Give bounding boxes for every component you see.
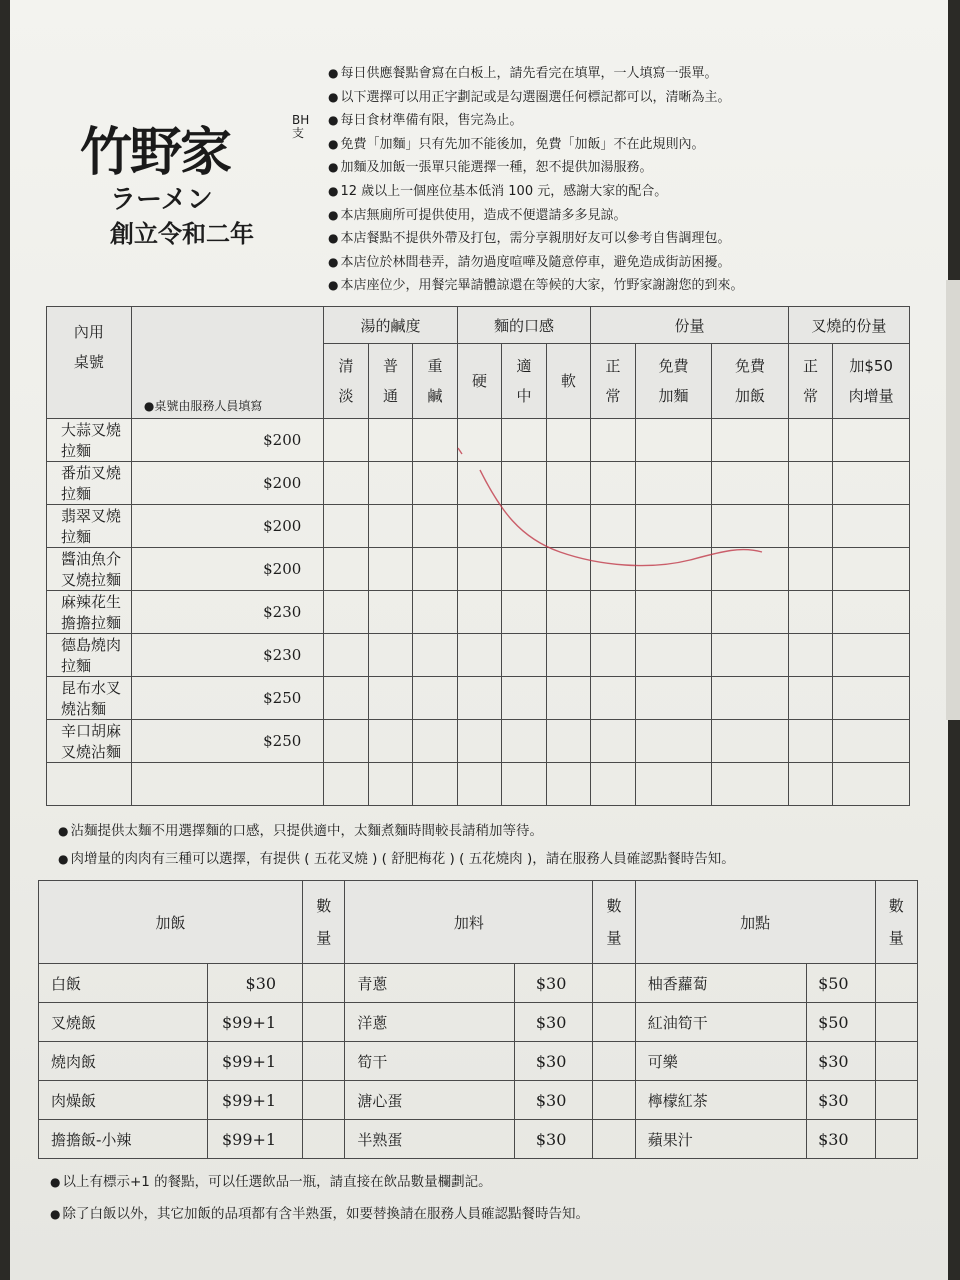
menu-item-row <box>47 677 910 720</box>
option-label: 正 <box>803 357 819 375</box>
option-checkbox-cell[interactable] <box>712 634 789 677</box>
option-checkbox-cell[interactable] <box>635 677 712 720</box>
option-checkbox-cell[interactable] <box>833 720 910 763</box>
option-checkbox-cell[interactable] <box>788 677 832 720</box>
option-checkbox-cell[interactable] <box>413 763 457 806</box>
menu-item-row <box>47 720 910 763</box>
addon-item-name: 叉燒飯 <box>39 1003 208 1042</box>
background-edge <box>946 280 960 720</box>
menu-item-name: 德島燒肉拉麵 <box>47 634 132 677</box>
menu-item-price: $250 <box>131 677 323 720</box>
option-label: 加$50 <box>849 357 893 375</box>
addon-item-price: $30 <box>514 1003 593 1042</box>
addon-row <box>39 1042 918 1081</box>
option-checkbox-cell[interactable] <box>635 763 712 806</box>
quantity-cell[interactable] <box>875 1120 917 1159</box>
option-checkbox-cell[interactable] <box>324 763 368 806</box>
addon-item-price: $50 <box>807 1003 876 1042</box>
logo-name: 竹野家 <box>80 122 231 183</box>
option-checkbox-cell[interactable] <box>457 634 501 677</box>
addon-item-name: 蘋果汁 <box>635 1120 806 1159</box>
notice-item: ● 以下選擇可以用正字劃記或是勾選圈選任何標記都可以，清晰為主。 <box>328 86 928 110</box>
option-checkbox-cell[interactable] <box>368 548 412 591</box>
option-checkbox-cell[interactable] <box>788 548 832 591</box>
quantity-cell[interactable] <box>875 1081 917 1120</box>
notice-item: ● 本店座位少，用餐完畢請體諒還在等候的大家，竹野家謝謝您的到來。 <box>328 274 928 298</box>
option-label: 通 <box>383 387 399 405</box>
menu-item-row <box>47 763 910 806</box>
addon-item-name: 紅油筍干 <box>635 1003 806 1042</box>
quantity-cell[interactable] <box>593 1003 635 1042</box>
option-header <box>635 344 712 419</box>
option-checkbox-cell[interactable] <box>833 548 910 591</box>
option-label: 加麵 <box>658 387 689 405</box>
quantity-cell[interactable] <box>303 1081 345 1120</box>
addon-item-price: $99+1 <box>208 1003 303 1042</box>
menu-item-name: 醬油魚介叉燒拉麵 <box>47 548 132 591</box>
addon-item-name: 燒肉飯 <box>39 1042 208 1081</box>
addon-item-price: $30 <box>514 1081 593 1120</box>
header-extra-rice: 加飯 <box>39 881 303 964</box>
option-checkbox-cell[interactable] <box>457 763 501 806</box>
addon-item-name: 白飯 <box>39 964 208 1003</box>
option-checkbox-cell[interactable] <box>833 634 910 677</box>
menu-item-name: 翡翠叉燒拉麵 <box>47 505 132 548</box>
option-checkbox-cell[interactable] <box>788 419 832 462</box>
logo-branch: BH支 <box>292 113 310 140</box>
header-toppings: 加料 <box>345 881 593 964</box>
addon-item-name: 肉燥飯 <box>39 1081 208 1120</box>
quantity-cell[interactable] <box>303 1042 345 1081</box>
note-half-boiled-egg: ● 除了白飯以外，其它加飯的品項都有含半熟蛋，如要替換請在服務人員確認點餐時告知。 <box>50 1198 589 1230</box>
option-checkbox-cell[interactable] <box>788 591 832 634</box>
addon-item-price: $30 <box>208 964 303 1003</box>
group-chashu-portion: 叉燒的份量 <box>788 307 909 344</box>
qty-header: 數 量 <box>875 881 917 964</box>
option-header <box>788 344 832 419</box>
menu-item-price: $230 <box>131 591 323 634</box>
qty-header: 數 量 <box>303 881 345 964</box>
menu-item-price: $200 <box>131 462 323 505</box>
option-checkbox-cell[interactable] <box>546 763 590 806</box>
option-checkbox-cell[interactable] <box>635 591 712 634</box>
notice-item: ● 12 歲以上一個座位基本低消 100 元，感謝大家的配合。 <box>328 180 928 204</box>
option-checkbox-cell[interactable] <box>368 634 412 677</box>
option-header <box>324 344 368 419</box>
quantity-cell[interactable] <box>303 1120 345 1159</box>
option-checkbox-cell[interactable] <box>324 505 368 548</box>
option-checkbox-cell[interactable] <box>788 763 832 806</box>
option-header <box>712 344 789 419</box>
header-extras: 加點 <box>635 881 875 964</box>
notice-item: ● 本店無廁所可提供使用，造成不便還請多多見諒。 <box>328 204 928 228</box>
menu-item-row <box>47 591 910 634</box>
quantity-cell[interactable] <box>593 1120 635 1159</box>
group-portion: 份量 <box>591 307 789 344</box>
option-checkbox-cell[interactable] <box>546 720 590 763</box>
shop-logo <box>80 110 310 249</box>
notice-item: ● 每日供應餐點會寫在白板上，請先看完在填單，一人填寫一張單。 <box>328 62 928 86</box>
menu-item-name: 辛口胡麻叉燒沾麵 <box>47 720 132 763</box>
note-extra-meat: ● 肉增量的肉肉有三種可以選擇，有提供 ( 五花叉燒 ) ( 舒肥梅花 ) ( 五花燒肉 )，請在服務人員確認點餐時告知。 <box>58 845 735 873</box>
menu-item-price: $230 <box>131 634 323 677</box>
option-checkbox-cell[interactable] <box>591 591 635 634</box>
addon-item-name: 可樂 <box>635 1042 806 1081</box>
option-label: 免費 <box>735 357 766 375</box>
option-checkbox-cell[interactable] <box>368 720 412 763</box>
seat-number-field[interactable] <box>131 307 323 419</box>
option-checkbox-cell[interactable] <box>833 591 910 634</box>
option-checkbox-cell[interactable] <box>788 505 832 548</box>
option-checkbox-cell[interactable] <box>833 677 910 720</box>
addon-item-name: 半熟蛋 <box>345 1120 514 1159</box>
option-checkbox-cell[interactable] <box>368 462 412 505</box>
option-checkbox-cell[interactable] <box>324 677 368 720</box>
option-checkbox-cell[interactable] <box>712 763 789 806</box>
option-checkbox-cell[interactable] <box>833 763 910 806</box>
option-label: 淡 <box>338 387 354 405</box>
addon-item-name: 溏心蛋 <box>345 1081 514 1120</box>
option-checkbox-cell[interactable] <box>502 677 546 720</box>
addon-item-price: $99+1 <box>208 1081 303 1120</box>
seat-label-line1: 內用 <box>73 323 104 341</box>
seat-number-label-cell <box>47 307 132 419</box>
option-checkbox-cell[interactable] <box>368 419 412 462</box>
menu-item-name: 昆布水叉燒沾麵 <box>47 677 132 720</box>
pen-mark <box>440 420 780 580</box>
addon-item-name: 青蔥 <box>345 964 514 1003</box>
menu-item-price: $200 <box>131 505 323 548</box>
quantity-cell[interactable] <box>593 1042 635 1081</box>
option-label: 常 <box>605 387 621 405</box>
option-header <box>591 344 635 419</box>
option-checkbox-cell[interactable] <box>324 419 368 462</box>
menu-item-name: 麻辣花生擔擔拉麵 <box>47 591 132 634</box>
menu-item-row <box>47 634 910 677</box>
notice-item: ● 加麵及加飯一張單只能選擇一種，恕不提供加湯服務。 <box>328 156 928 180</box>
option-checkbox-cell[interactable] <box>546 634 590 677</box>
option-checkbox-cell[interactable] <box>457 591 501 634</box>
addon-item-name: 檸檬紅茶 <box>635 1081 806 1120</box>
addon-row <box>39 1003 918 1042</box>
option-checkbox-cell[interactable] <box>833 462 910 505</box>
seat-note: ●桌號由服務人員填寫 <box>143 399 263 413</box>
option-label: 免費 <box>658 357 689 375</box>
option-header <box>546 344 590 419</box>
option-label: 清 <box>338 357 354 375</box>
addon-item-price: $30 <box>807 1120 876 1159</box>
notice-item: ● 免費「加麵」只有先加不能後加，免費「加飯」不在此規則內。 <box>328 133 928 157</box>
addon-item-price: $30 <box>514 1042 593 1081</box>
option-checkbox-cell[interactable] <box>502 720 546 763</box>
option-label: 肉增量 <box>848 387 894 405</box>
addon-item-price: $30 <box>807 1081 876 1120</box>
addon-order-table <box>38 880 918 1159</box>
option-label: 重 <box>427 357 443 375</box>
quantity-cell[interactable] <box>303 964 345 1003</box>
menu-item-name <box>47 763 132 806</box>
quantity-cell[interactable] <box>303 1003 345 1042</box>
option-checkbox-cell[interactable] <box>635 720 712 763</box>
option-checkbox-cell[interactable] <box>368 591 412 634</box>
option-header <box>413 344 457 419</box>
option-checkbox-cell[interactable] <box>635 634 712 677</box>
option-checkbox-cell[interactable] <box>712 677 789 720</box>
group-noodle-texture: 麵的口感 <box>457 307 590 344</box>
option-checkbox-cell[interactable] <box>788 462 832 505</box>
option-checkbox-cell[interactable] <box>502 763 546 806</box>
addon-item-price: $99+1 <box>208 1042 303 1081</box>
option-header <box>368 344 412 419</box>
option-label: 適 <box>516 357 532 375</box>
quantity-cell[interactable] <box>875 1042 917 1081</box>
option-header <box>833 344 910 419</box>
option-checkbox-cell[interactable] <box>324 591 368 634</box>
option-checkbox-cell[interactable] <box>546 677 590 720</box>
logo-subtitle: ラーメン <box>110 185 213 215</box>
option-label: 加飯 <box>735 387 766 405</box>
notice-item: ● 本店位於林間巷弄，請勿過度喧嘩及隨意停車，避免造成街訪困擾。 <box>328 251 928 275</box>
option-checkbox-cell[interactable] <box>457 720 501 763</box>
option-checkbox-cell[interactable] <box>413 677 457 720</box>
option-checkbox-cell[interactable] <box>712 720 789 763</box>
quantity-cell[interactable] <box>875 964 917 1003</box>
logo-tagline: 創立令和二年 <box>110 219 254 248</box>
option-checkbox-cell[interactable] <box>324 548 368 591</box>
addon-row <box>39 1120 918 1159</box>
menu-item-name: 大蒜叉燒拉麵 <box>47 419 132 462</box>
option-checkbox-cell[interactable] <box>712 591 789 634</box>
option-label: 中 <box>516 387 532 405</box>
menu-item-price: $200 <box>131 419 323 462</box>
option-checkbox-cell[interactable] <box>457 677 501 720</box>
addon-item-price: $99+1 <box>208 1120 303 1159</box>
addon-notes <box>50 1166 589 1230</box>
option-checkbox-cell[interactable] <box>788 720 832 763</box>
option-checkbox-cell[interactable] <box>324 634 368 677</box>
menu-item-price <box>131 763 323 806</box>
option-checkbox-cell[interactable] <box>413 591 457 634</box>
group-soup-saltiness: 湯的鹹度 <box>324 307 457 344</box>
menu-item-price: $200 <box>131 548 323 591</box>
option-checkbox-cell[interactable] <box>591 677 635 720</box>
option-header <box>502 344 546 419</box>
option-checkbox-cell[interactable] <box>833 505 910 548</box>
qty-header: 數 量 <box>593 881 635 964</box>
menu-item-price: $250 <box>131 720 323 763</box>
addon-item-name: 柚香蘿蔔 <box>635 964 806 1003</box>
option-checkbox-cell[interactable] <box>591 634 635 677</box>
option-label: 硬 <box>471 372 487 390</box>
option-label: 正 <box>605 357 621 375</box>
addon-item-name: 擔擔飯-小辣 <box>39 1120 208 1159</box>
notice-list <box>328 62 928 298</box>
option-label: 鹹 <box>427 387 443 405</box>
addon-item-price: $30 <box>514 1120 593 1159</box>
option-label: 普 <box>383 357 399 375</box>
option-checkbox-cell[interactable] <box>368 763 412 806</box>
option-label: 軟 <box>560 372 576 390</box>
addon-item-price: $30 <box>807 1042 876 1081</box>
option-checkbox-cell[interactable] <box>591 720 635 763</box>
notice-item: ● 本店餐點不提供外帶及打包，需分享親朋好友可以參考自售調理包。 <box>328 227 928 251</box>
quantity-cell[interactable] <box>875 1003 917 1042</box>
addon-row <box>39 964 918 1003</box>
option-checkbox-cell[interactable] <box>502 634 546 677</box>
option-checkbox-cell[interactable] <box>546 591 590 634</box>
noodle-notes <box>58 817 735 873</box>
option-header <box>457 344 501 419</box>
addon-item-name: 筍干 <box>345 1042 514 1081</box>
menu-item-name: 番茄叉燒拉麵 <box>47 462 132 505</box>
note-drink-choice: ● 以上有標示+1 的餐點，可以任選飲品一瓶，請直接在飲品數量欄劃記。 <box>50 1166 589 1198</box>
option-checkbox-cell[interactable] <box>591 763 635 806</box>
option-checkbox-cell[interactable] <box>413 634 457 677</box>
option-checkbox-cell[interactable] <box>324 462 368 505</box>
option-checkbox-cell[interactable] <box>368 677 412 720</box>
option-checkbox-cell[interactable] <box>833 419 910 462</box>
option-checkbox-cell[interactable] <box>368 505 412 548</box>
quantity-cell[interactable] <box>593 964 635 1003</box>
note-dipping-noodle: ● 沾麵提供太麵不用選擇麵的口感，只提供適中，太麵煮麵時間較長請稍加等待。 <box>58 817 735 845</box>
seat-label-line2: 桌號 <box>73 353 104 371</box>
option-checkbox-cell[interactable] <box>502 591 546 634</box>
addon-item-price: $30 <box>514 964 593 1003</box>
addon-item-name: 洋蔥 <box>345 1003 514 1042</box>
addon-item-price: $50 <box>807 964 876 1003</box>
option-checkbox-cell[interactable] <box>413 720 457 763</box>
option-checkbox-cell[interactable] <box>788 634 832 677</box>
addon-row <box>39 1081 918 1120</box>
quantity-cell[interactable] <box>593 1081 635 1120</box>
notice-item: ● 每日食材準備有限，售完為止。 <box>328 109 928 133</box>
option-checkbox-cell[interactable] <box>324 720 368 763</box>
option-label: 常 <box>803 387 819 405</box>
